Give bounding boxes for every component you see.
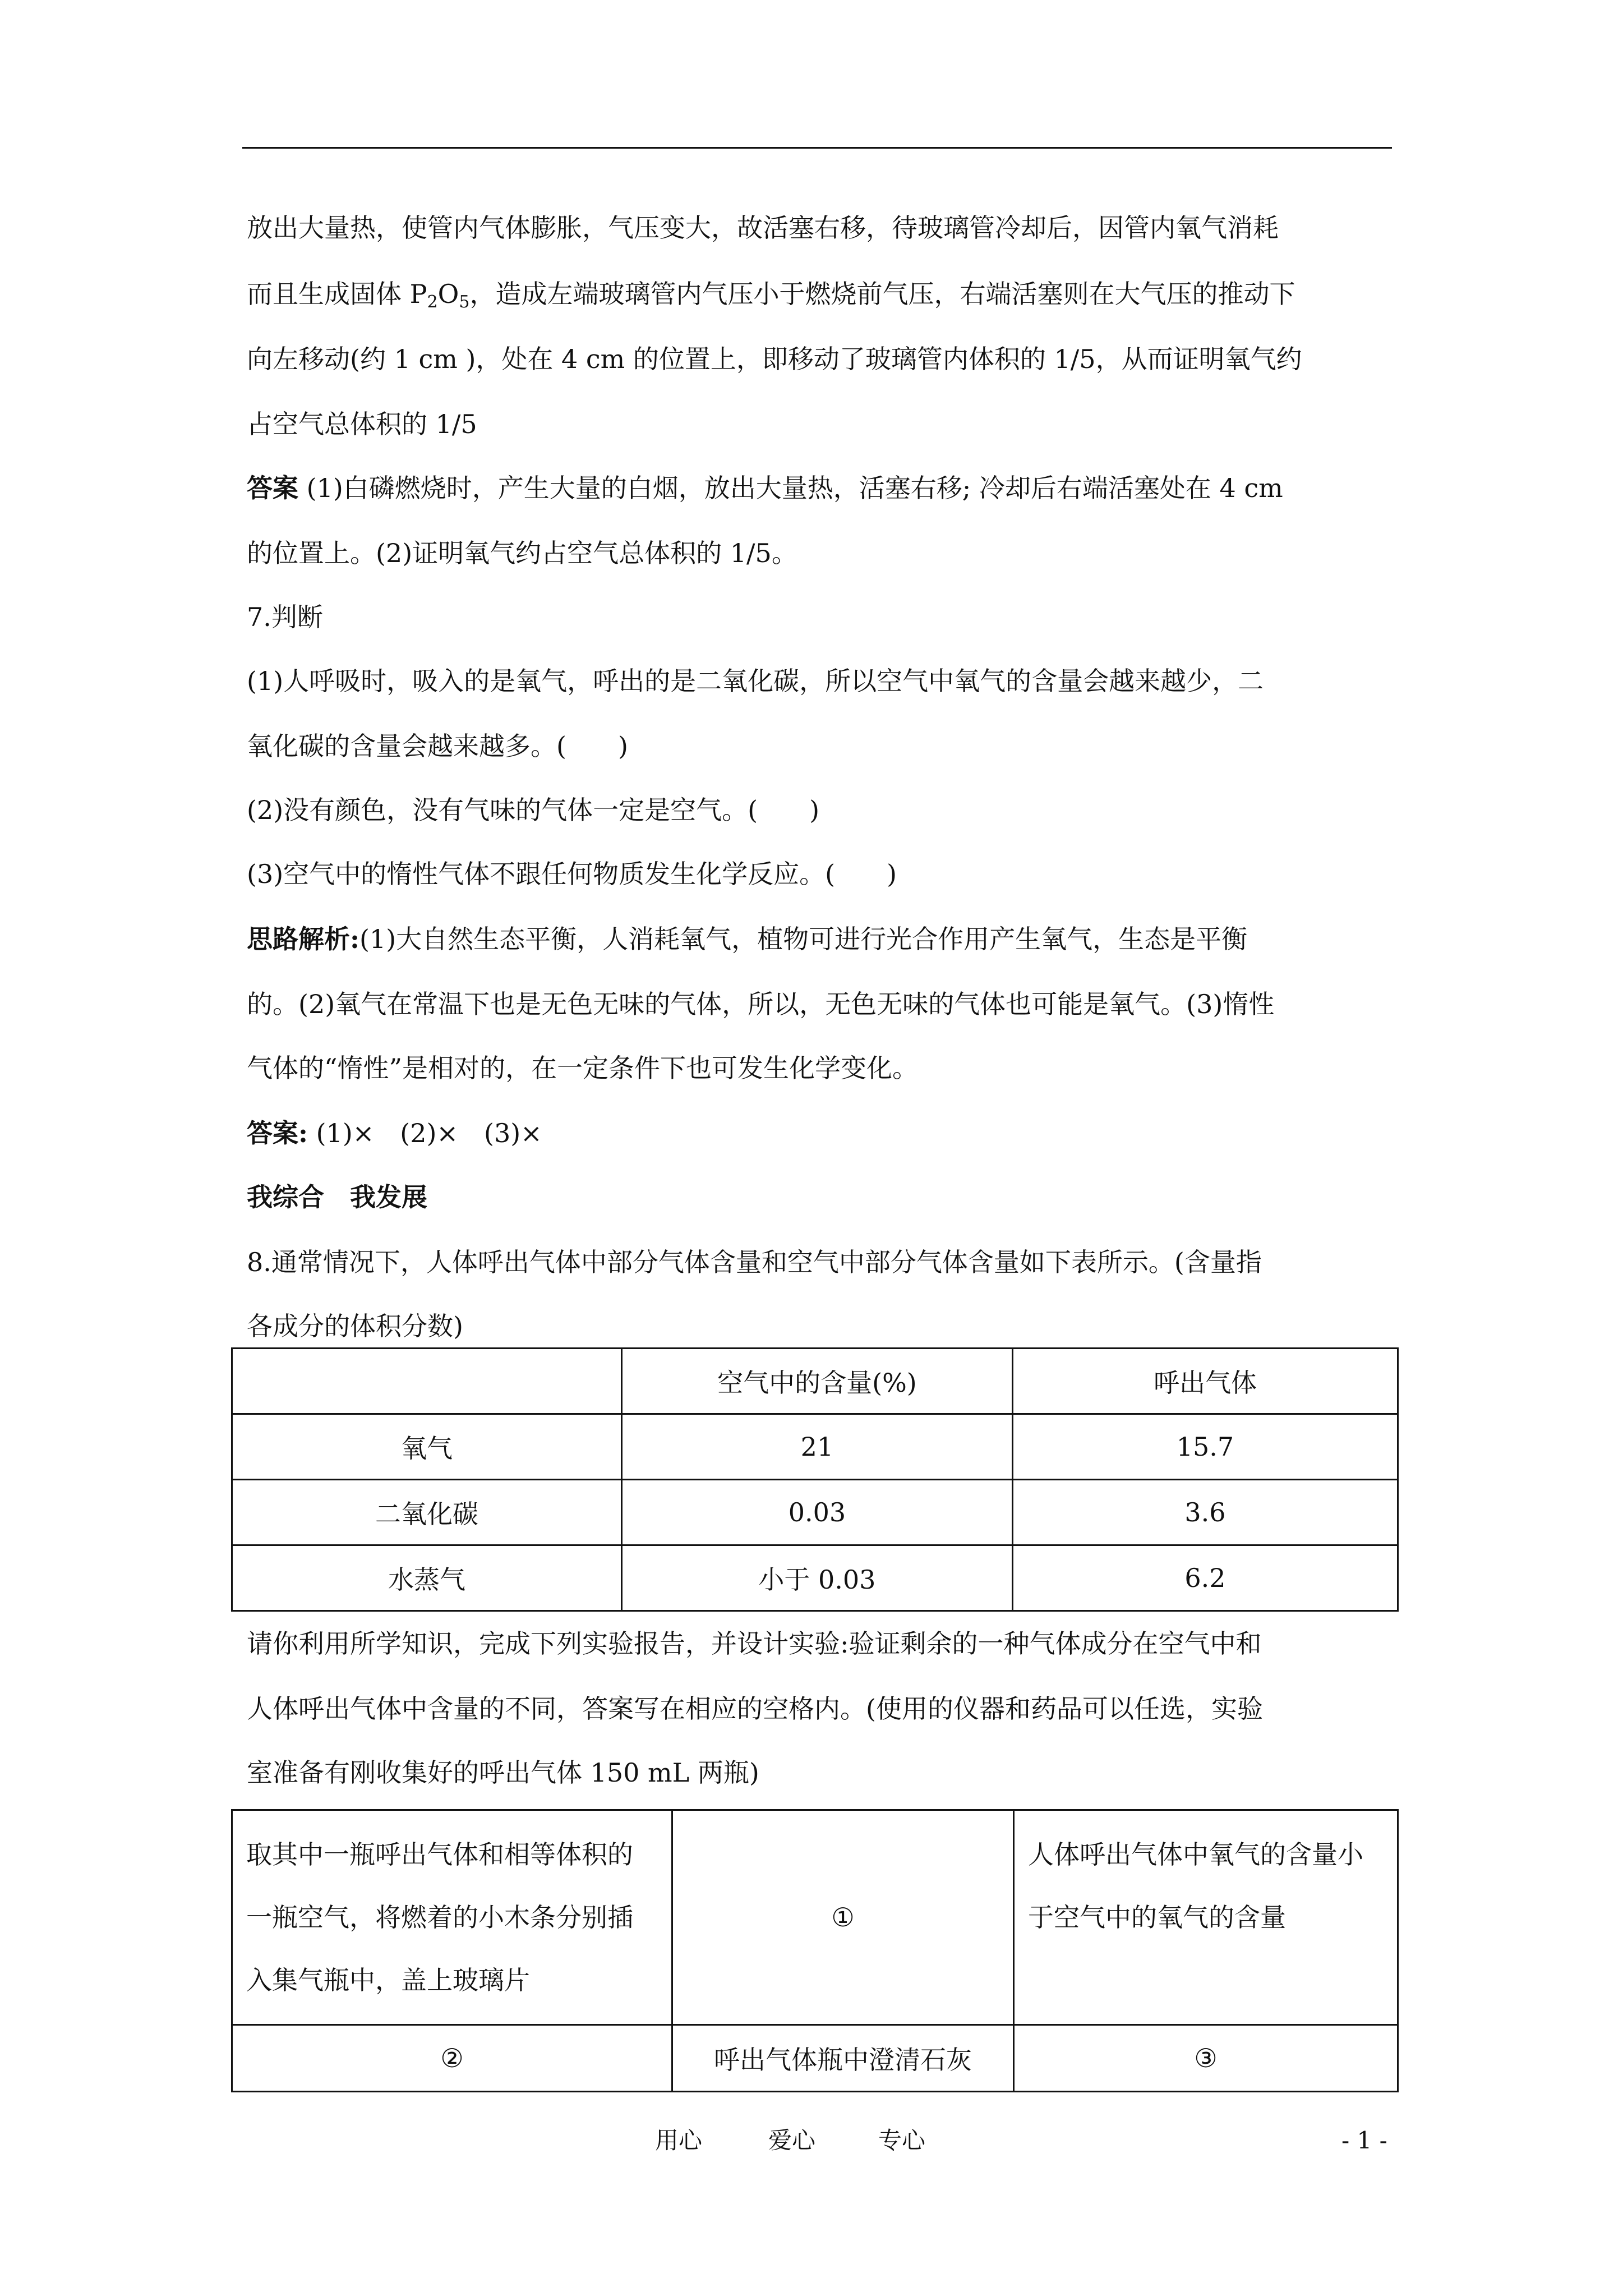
text-line: 各成分的体积分数) — [247, 1311, 463, 1341]
section-title: 我综合 我发展 — [247, 1182, 427, 1212]
analysis-label: 思路解析: — [247, 924, 359, 954]
text-line: 请你利用所学知识，完成下列实验报告，并设计实验:验证剩余的一种气体成分在空气中和 — [247, 1628, 1262, 1659]
table-header-cell: 呼出气体 — [1012, 1349, 1398, 1414]
footer-text: 爱心 — [768, 2127, 816, 2154]
table-cell: 二氧化碳 — [232, 1480, 622, 1545]
answer-label: 答案: — [247, 1118, 308, 1148]
footer-text: 专心 — [878, 2127, 926, 2154]
table-cell: 氧气 — [232, 1414, 622, 1480]
text-line: 气体的“惰性”是相对的，在一定条件下也可发生化学变化。 — [247, 1053, 919, 1083]
text-line-formula: 而且生成固体 $P_2O_5$，造成左端玻璃管内气压小于燃烧前气压，右端活塞则在大气压的推动下 — [247, 279, 1295, 312]
answer-line: 答案: (1)× (2)× (3)× — [247, 1118, 542, 1148]
table-row — [232, 1545, 1398, 1611]
question-title: 7.判断 — [247, 602, 323, 632]
table-cell-blank-2: ② — [232, 2025, 672, 2092]
page-number: - 1 - — [1341, 2127, 1387, 2154]
table-cell-phenomenon: 呼出气体瓶中澄清石灰 — [672, 2025, 1013, 2092]
table-header-row — [232, 1349, 1398, 1414]
table-cell-conclusion: 人体呼出气体中氧气的含量小于空气中的氧气的含量 — [1013, 1810, 1398, 2025]
text-line: 的。(2)氧气在常温下也是无色无味的气体，所以，无色无味的气体也可能是氧气。(3)惰性 — [247, 989, 1275, 1019]
text-line: (3)空气中的惰性气体不跟任何物质发生化学反应。( ) — [247, 859, 897, 889]
text-line: (1)人呼吸时，吸入的是氧气，呼出的是二氧化碳，所以空气中氧气的含量会越来越少，二 — [247, 666, 1264, 696]
table-header-cell — [232, 1349, 622, 1414]
analysis-line: 思路解析:(1)大自然生态平衡，人消耗氧气，植物可进行光合作用产生氧气，生态是平衡 — [247, 924, 1248, 954]
table-cell: 6.2 — [1012, 1545, 1398, 1611]
text-line: 室准备有刚收集好的呼出气体 150 mL 两瓶) — [247, 1757, 759, 1788]
table-row — [232, 1414, 1398, 1480]
table-row — [232, 1480, 1398, 1545]
footer-text: 用心 — [655, 2127, 703, 2154]
table-row — [232, 1810, 1398, 2025]
table-cell: 21 — [621, 1414, 1012, 1480]
answer-label: 答案 — [247, 473, 298, 503]
table-cell-blank-3: ③ — [1013, 2025, 1398, 2092]
text-line: 的位置上。(2)证明氧气约占空气总体积的 1/5。 — [247, 538, 797, 568]
header-rule — [242, 147, 1392, 149]
table-cell: 15.7 — [1012, 1414, 1398, 1480]
table-header-cell: 空气中的含量(%) — [621, 1349, 1012, 1414]
table-cell-procedure: 取其中一瓶呼出气体和相等体积的一瓶空气，将燃着的小木条分别插入集气瓶中，盖上玻璃片 — [232, 1810, 672, 2025]
table-cell: 小于 0.03 — [621, 1545, 1012, 1611]
text-line: 氧化碳的含量会越来越多。( ) — [247, 731, 628, 761]
table-cell: 水蒸气 — [232, 1545, 622, 1611]
table-cell-blank-1: ① — [672, 1810, 1013, 2025]
answer-line: 答案 (1)白磷燃烧时，产生大量的白烟，放出大量热，活塞右移; 冷却后右端活塞处在 4 cm — [247, 473, 1283, 503]
text-line: 放出大量热，使管内气体膨胀，气压变大，故活塞右移，待玻璃管冷却后，因管内氧气消耗 — [247, 213, 1279, 243]
table-cell: 0.03 — [621, 1480, 1012, 1545]
experiment-report-table — [231, 1809, 1399, 2092]
text-line: 人体呼出气体中含量的不同，答案写在相应的空格内。(使用的仪器和药品可以任选，实验 — [247, 1694, 1263, 1724]
text-line: (2)没有颜色，没有气味的气体一定是空气。( ) — [247, 795, 820, 825]
text-line: 8.通常情况下，人体呼出气体中部分气体含量和空气中部分气体含量如下表所示。(含量指 — [247, 1247, 1262, 1277]
table-row — [232, 2025, 1398, 2092]
text-line: 向左移动(约 1 cm )，处在 4 cm 的位置上，即移动了玻璃管内体积的 1/5，从而证明氧气约 — [247, 344, 1302, 374]
table-cell: 3.6 — [1012, 1480, 1398, 1545]
text-line: 占空气总体积的 1/5 — [247, 409, 477, 439]
gas-content-table — [231, 1347, 1399, 1612]
